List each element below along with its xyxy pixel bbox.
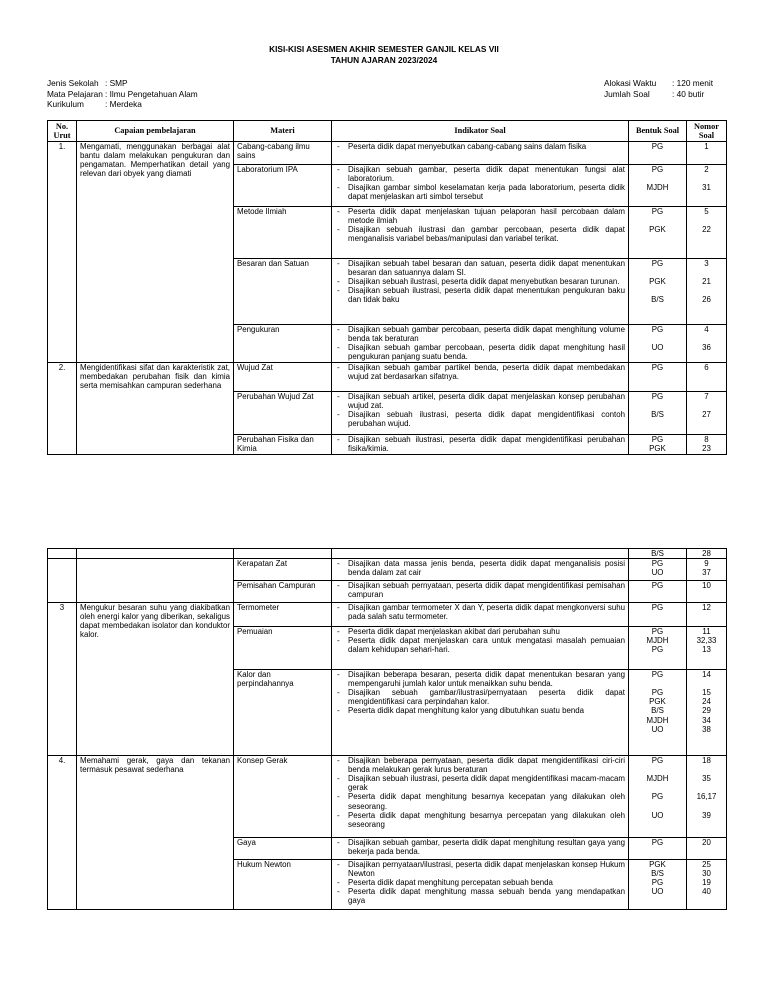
materi-cell: Cabang-cabang ilmu sains bbox=[234, 142, 332, 165]
indikator-cell bbox=[332, 325, 629, 363]
materi-cell: Besaran dan Satuan bbox=[234, 259, 332, 325]
indikator-cell bbox=[332, 860, 629, 910]
indikator-list bbox=[335, 207, 625, 243]
nomor-soal-value: 2 bbox=[704, 165, 709, 174]
indikator-list bbox=[335, 165, 625, 201]
indikator-cell bbox=[332, 559, 629, 581]
bentuk-soal-value: UO bbox=[651, 887, 664, 897]
bentuk-soal-cell bbox=[629, 603, 687, 627]
nomor-soal-cell bbox=[687, 756, 727, 838]
header-indikator: Indikator Soal bbox=[332, 121, 629, 142]
capaian-pembelajaran: Mengidentifikasi sifat dan karakteristik zat, membedakan perubahan fisik dan kimia serta memisahkan campuran sederhana bbox=[77, 363, 234, 455]
bentuk-soal-value: PG bbox=[651, 325, 664, 334]
bentuk-soal-value bbox=[632, 216, 683, 225]
indikator-item: - Disajikan sebuah artikel, peserta didik dapat menjelaskan konsep perubahan wujud zat. bbox=[335, 392, 625, 410]
bentuk-soal-value bbox=[632, 679, 683, 688]
materi-cell: Kerapatan Zat bbox=[234, 559, 332, 581]
bentuk-soal-cell bbox=[629, 392, 687, 435]
indikator-cell bbox=[332, 165, 629, 207]
capaian-pembelajaran bbox=[77, 559, 234, 603]
bentuk-soal-value: PG bbox=[651, 435, 664, 444]
nomor-soal-cell bbox=[687, 559, 727, 581]
indikator-item: - Disajikan data massa jenis benda, peserta didik dapat menganalisis posisi benda dalam zat cair bbox=[335, 559, 625, 577]
nomor-soal-value: 39 bbox=[702, 810, 711, 820]
meta-mata-pelajaran: Mata Pelajaran : Ilmu Pengetahuan Alam bbox=[47, 88, 198, 99]
bentuk-soal-value: PG bbox=[651, 688, 664, 698]
kisi-kisi-table-page-2 bbox=[47, 548, 727, 910]
nomor-soal-value: 14 bbox=[702, 670, 711, 680]
meta-left bbox=[47, 78, 198, 110]
nomor-soal-value: 21 bbox=[702, 277, 711, 287]
indikator-item: - Peserta didik dapat menjelaskan cara untuk mengatasi masalah pemuaian dalam kehidupan sehari-hari. bbox=[335, 636, 625, 654]
materi-cell: Perubahan Wujud Zat bbox=[234, 392, 332, 435]
indikator-item: - Disajikan sebuah gambar percobaan, peserta didik dapat menghitung hasil pengukuran panjang suatu benda. bbox=[335, 343, 625, 361]
bentuk-soal-cell bbox=[629, 435, 687, 455]
indikator-list bbox=[335, 581, 625, 599]
meta-jumlah-soal: Jumlah Soal : 40 butir bbox=[604, 88, 705, 99]
bentuk-soal-cell bbox=[629, 581, 687, 603]
header-nomor-soal: Nomor Soal bbox=[687, 121, 727, 142]
indikator-cell bbox=[332, 838, 629, 860]
bentuk-soal-value: PG bbox=[651, 670, 664, 680]
nomor-soal-value: 22 bbox=[702, 225, 711, 235]
indikator-item: - Peserta didik dapat menghitung besarnya kecepatan yang dilakukan oleh seseorang. bbox=[335, 792, 625, 810]
bentuk-soal-value: PG bbox=[651, 363, 664, 372]
nomor-soal-value: 30 bbox=[702, 869, 711, 879]
nomor-soal-cell bbox=[687, 627, 727, 670]
indikator-list bbox=[335, 363, 625, 381]
nomor-soal-cell: 28 bbox=[687, 549, 727, 559]
bentuk-soal-value: UO bbox=[651, 810, 664, 820]
bentuk-soal-value: PGK bbox=[649, 697, 666, 707]
indikator-list bbox=[335, 435, 625, 453]
row-number bbox=[48, 549, 77, 559]
indikator-list bbox=[335, 259, 625, 304]
materi-cell: Metode Ilmiah bbox=[234, 207, 332, 259]
table-row bbox=[48, 363, 727, 392]
bentuk-soal-value: PG bbox=[651, 392, 664, 401]
indikator-item: - Peserta didik dapat menghitung percepatan sebuah benda bbox=[335, 878, 625, 887]
nomor-soal-value: 4 bbox=[704, 325, 709, 334]
table-row bbox=[48, 142, 727, 165]
materi-cell: Perubahan Fisika dan Kimia bbox=[234, 435, 332, 455]
table-row bbox=[48, 756, 727, 838]
nomor-soal-value: 35 bbox=[702, 774, 711, 784]
nomor-soal-value bbox=[690, 268, 723, 277]
nomor-soal-value: 37 bbox=[702, 568, 711, 578]
bentuk-soal-cell bbox=[629, 142, 687, 165]
bentuk-soal-cell bbox=[629, 363, 687, 392]
nomor-soal-cell bbox=[687, 603, 727, 627]
bentuk-soal-value bbox=[632, 802, 683, 811]
nomor-soal-cell bbox=[687, 392, 727, 435]
bentuk-soal-value bbox=[632, 268, 683, 277]
nomor-soal-value: 19 bbox=[702, 878, 711, 888]
nomor-soal-value bbox=[690, 286, 723, 295]
nomor-soal-value: 38 bbox=[702, 724, 711, 734]
row-number: 4. bbox=[48, 756, 77, 910]
nomor-soal-value: 24 bbox=[702, 697, 711, 707]
indikator-item: - Disajikan sebuah gambar partikel benda, peserta didik dapat membedakan wujud zat berdasarkan sifatnya. bbox=[335, 363, 625, 381]
nomor-soal-value: 31 bbox=[702, 183, 711, 193]
meta-kurikulum: Kurikulum : Merdeka bbox=[47, 99, 142, 109]
nomor-soal-value: 36 bbox=[702, 343, 711, 353]
nomor-soal-value bbox=[690, 765, 723, 774]
bentuk-soal-value bbox=[632, 174, 683, 183]
bentuk-soal-cell bbox=[629, 325, 687, 363]
indikator-cell bbox=[332, 603, 629, 627]
nomor-soal-cell bbox=[687, 325, 727, 363]
indikator-list bbox=[335, 392, 625, 428]
indikator-cell bbox=[332, 581, 629, 603]
bentuk-soal-value: B/S bbox=[651, 706, 664, 716]
bentuk-soal-value: PG bbox=[651, 165, 664, 174]
indikator-item: - Disajikan pernyataan/ilustrasi, peserta didik dapat menjelaskan konsep Hukum Newton bbox=[335, 860, 625, 878]
indikator-item: - Disajikan sebuah ilustrasi, peserta didik dapat mengidentifikasi contoh perubahan wujud. bbox=[335, 410, 625, 428]
materi-cell: Pemuaian bbox=[234, 627, 332, 670]
nomor-soal-cell bbox=[687, 860, 727, 910]
document-subtitle: TAHUN AJARAN 2023/2024 bbox=[330, 55, 438, 65]
nomor-soal-cell bbox=[687, 581, 727, 603]
indikator-cell bbox=[332, 756, 629, 838]
bentuk-soal-cell: B/S bbox=[629, 549, 687, 559]
indikator-list bbox=[335, 603, 625, 621]
bentuk-soal-value bbox=[632, 334, 683, 343]
row-number: 3 bbox=[48, 603, 77, 756]
bentuk-soal-value: MJDH bbox=[646, 715, 669, 725]
indikator-cell bbox=[332, 259, 629, 325]
indikator-cell bbox=[332, 435, 629, 455]
nomor-soal-value: 23 bbox=[702, 444, 711, 454]
bentuk-soal-value: UO bbox=[651, 568, 664, 578]
nomor-soal-value: 18 bbox=[702, 756, 711, 766]
nomor-soal-value: 26 bbox=[702, 295, 711, 305]
nomor-soal-value: 10 bbox=[702, 581, 711, 591]
indikator-list bbox=[335, 627, 625, 654]
capaian-pembelajaran: Memahami gerak, gaya dan tekanan termasuk pesawat sederhana bbox=[77, 756, 234, 910]
indikator-cell bbox=[332, 670, 629, 756]
kisi-kisi-table-page-1 bbox=[47, 120, 727, 455]
nomor-soal-value: 7 bbox=[704, 392, 709, 401]
table-row bbox=[48, 603, 727, 627]
nomor-soal-value: 20 bbox=[702, 838, 711, 848]
materi-cell: Wujud Zat bbox=[234, 363, 332, 392]
indikator-item: - Peserta didik dapat menghitung kalor yang dibutuhkan suatu benda bbox=[335, 706, 625, 715]
bentuk-soal-cell bbox=[629, 860, 687, 910]
bentuk-soal-value: MJDH bbox=[646, 183, 669, 193]
nomor-soal-value: 6 bbox=[704, 363, 709, 372]
nomor-soal-value: 3 bbox=[704, 259, 709, 268]
bentuk-soal-value: B/S bbox=[651, 410, 664, 420]
header-capaian: Capaian pembelajaran bbox=[77, 121, 234, 142]
nomor-soal-cell bbox=[687, 670, 727, 756]
bentuk-soal-value: PG bbox=[651, 207, 664, 216]
capaian-pembelajaran bbox=[77, 549, 234, 559]
indikator-item: - Disajikan sebuah ilustrasi, peserta didik dapat menentukan pengukuran baku dan tidak baku bbox=[335, 286, 625, 304]
nomor-soal-value bbox=[690, 401, 723, 410]
materi-cell: Konsep Gerak bbox=[234, 756, 332, 838]
indikator-list bbox=[335, 670, 625, 715]
indikator-item: - Peserta didik dapat menjelaskan akibat dari perubahan suhu bbox=[335, 627, 625, 636]
bentuk-soal-value: PG bbox=[651, 878, 664, 888]
bentuk-soal-value: MJDH bbox=[646, 636, 669, 646]
nomor-soal-cell bbox=[687, 165, 727, 207]
meta-alokasi-waktu: Alokasi Waktu : 120 menit bbox=[604, 78, 714, 88]
indikator-item: - Disajikan sebuah ilustrasi, peserta didik dapat menyebutkan besaran turunan. bbox=[335, 277, 625, 286]
bentuk-soal-value: PG bbox=[651, 559, 664, 569]
bentuk-soal-value: PG bbox=[651, 756, 664, 766]
indikator-cell bbox=[332, 207, 629, 259]
indikator-list bbox=[335, 756, 625, 829]
materi-cell: Laboratorium IPA bbox=[234, 165, 332, 207]
document-title: KISI-KISI ASESMEN AKHIR SEMESTER GANJIL KELAS VII bbox=[269, 44, 499, 54]
indikator-item: - Disajikan gambar simbol keselamatan kerja pada laboratorium, peserta didik dapat menjelaskan arti simbol tersebut bbox=[335, 183, 625, 201]
bentuk-soal-cell bbox=[629, 838, 687, 860]
nomor-soal-value: 8 bbox=[704, 435, 709, 444]
bentuk-soal-value: PGK bbox=[649, 225, 666, 235]
bentuk-soal-cell bbox=[629, 670, 687, 756]
materi-cell: Termometer bbox=[234, 603, 332, 627]
indikator-list bbox=[335, 559, 625, 577]
nomor-soal-value: 25 bbox=[702, 860, 711, 870]
materi-cell: Hukum Newton bbox=[234, 860, 332, 910]
indikator-list bbox=[335, 860, 625, 905]
bentuk-soal-value bbox=[632, 783, 683, 792]
indikator-item: - Peserta didik dapat menyebutkan cabang-cabang sains dalam fisika bbox=[335, 142, 625, 151]
bentuk-soal-value: UO bbox=[651, 724, 664, 734]
meta-right bbox=[604, 78, 713, 99]
nomor-soal-cell bbox=[687, 207, 727, 259]
materi-cell bbox=[234, 549, 332, 559]
nomor-soal-value: 9 bbox=[704, 559, 709, 569]
bentuk-soal-value: PGK bbox=[649, 860, 666, 870]
nomor-soal-value bbox=[690, 334, 723, 343]
indikator-item: - Peserta didik dapat menjelaskan tujuan pelaporan hasil percobaan dalam metode ilmiah bbox=[335, 207, 625, 225]
indikator-item: - Peserta didik dapat menghitung massa sebuah benda yang mendapatkan gaya bbox=[335, 887, 625, 905]
nomor-soal-cell bbox=[687, 435, 727, 455]
bentuk-soal-value: PG bbox=[651, 142, 664, 151]
nomor-soal-value: 27 bbox=[702, 410, 711, 420]
indikator-item: - Disajikan gambar termometer X dan Y, peserta didik dapat mengkonversi suhu pada salah satu termometer. bbox=[335, 603, 625, 621]
capaian-pembelajaran: Mengukur besaran suhu yang diakibatkan oleh energi kalor yang diberikan, sekaligus dapat membedakan isolator dan konduktor kalor. bbox=[77, 603, 234, 756]
indikator-cell bbox=[332, 142, 629, 165]
bentuk-soal-value: PG bbox=[651, 259, 664, 268]
nomor-soal-value: 5 bbox=[704, 207, 709, 216]
indikator-item: - Disajikan sebuah tabel besaran dan satuan, peserta didik dapat menentukan besaran dan satuannya dalam SI. bbox=[335, 259, 625, 277]
nomor-soal-value bbox=[690, 802, 723, 811]
bentuk-soal-value: MJDH bbox=[646, 774, 669, 784]
indikator-cell bbox=[332, 627, 629, 670]
bentuk-soal-value: PGK bbox=[649, 444, 666, 454]
nomor-soal-value bbox=[690, 174, 723, 183]
bentuk-soal-value: PG bbox=[651, 581, 664, 591]
bentuk-soal-cell bbox=[629, 259, 687, 325]
nomor-soal-value: 40 bbox=[702, 887, 711, 897]
header-bentuk-soal: Bentuk Soal bbox=[629, 121, 687, 142]
nomor-soal-value: 32,33 bbox=[696, 636, 717, 646]
nomor-soal-value bbox=[690, 679, 723, 688]
indikator-cell bbox=[332, 549, 629, 559]
bentuk-soal-value bbox=[632, 765, 683, 774]
table-row bbox=[48, 559, 727, 581]
indikator-item: - Disajikan sebuah gambar/ilustrasi/pernyataan peserta didik dapat mengidentifikasi cara perpindahan kalor. bbox=[335, 688, 625, 706]
indikator-item: - Disajikan sebuah pernyataan, peserta didik dapat mengidentifikasi pemisahan campuran bbox=[335, 581, 625, 599]
row-number: 1. bbox=[48, 142, 77, 363]
indikator-cell bbox=[332, 392, 629, 435]
indikator-list bbox=[335, 325, 625, 361]
header-materi: Materi bbox=[234, 121, 332, 142]
bentuk-soal-cell bbox=[629, 207, 687, 259]
nomor-soal-cell bbox=[687, 142, 727, 165]
bentuk-soal-value: UO bbox=[651, 343, 664, 353]
indikator-list bbox=[335, 838, 625, 856]
indikator-cell bbox=[332, 363, 629, 392]
bentuk-soal-value: PG bbox=[651, 792, 664, 802]
indikator-item: - Disajikan beberapa pernyataan, peserta didik dapat mengidentifikasi ciri-ciri benda melakukan gerak lurus beraturan bbox=[335, 756, 625, 774]
nomor-soal-value: 16,17 bbox=[696, 792, 717, 802]
bentuk-soal-value bbox=[632, 286, 683, 295]
bentuk-soal-value: B/S bbox=[651, 869, 664, 879]
indikator-item: - Disajikan beberapa besaran, peserta didik dapat menentukan besaran yang mempengaruhi jumlah kalor untuk menaikkan suhu benda. bbox=[335, 670, 625, 688]
indikator-item: - Disajikan sebuah gambar, peserta didik dapat menghitung resultan gaya yang bekerja pada benda. bbox=[335, 838, 625, 856]
table-row-continuation bbox=[48, 549, 727, 559]
bentuk-soal-cell bbox=[629, 559, 687, 581]
bentuk-soal-value: B/S bbox=[651, 295, 664, 305]
nomor-soal-value: 34 bbox=[702, 715, 711, 725]
bentuk-soal-cell bbox=[629, 756, 687, 838]
indikator-item: - Disajikan sebuah ilustrasi, peserta didik dapat mengidentifikasi perubahan fisika/kimia. bbox=[335, 435, 625, 453]
nomor-soal-value: 29 bbox=[702, 706, 711, 716]
row-number bbox=[48, 559, 77, 603]
meta-jenis-sekolah: Jenis Sekolah : SMP bbox=[47, 78, 128, 88]
nomor-soal-value: 1 bbox=[704, 142, 709, 151]
indikator-item: - Disajikan sebuah gambar, peserta didik dapat menentukan fungsi alat laboratorium. bbox=[335, 165, 625, 183]
nomor-soal-cell bbox=[687, 259, 727, 325]
materi-cell: Kalor dan perpindahannya bbox=[234, 670, 332, 756]
row-number: 2. bbox=[48, 363, 77, 455]
nomor-soal-value: 13 bbox=[702, 645, 711, 655]
bentuk-soal-value bbox=[632, 401, 683, 410]
indikator-list bbox=[335, 142, 625, 151]
indikator-item: - Disajikan sebuah gambar percobaan, peserta didik dapat menghitung volume benda tak beraturan bbox=[335, 325, 625, 343]
materi-cell: Pengukuran bbox=[234, 325, 332, 363]
header-no-urut: No. Urut bbox=[48, 121, 77, 142]
capaian-pembelajaran: Mengamati, menggunakan berbagai alat bantu dalam melakukan pengukuran dan pengamatan. Memperhatikan detail yang relevan dari obyek yang diamati bbox=[77, 142, 234, 363]
indikator-item: - Disajikan sebuah ilustrasi, peserta didik dapat mengidentifikasi macam-macam gerak bbox=[335, 774, 625, 792]
bentuk-soal-value: PG bbox=[651, 627, 664, 637]
bentuk-soal-cell bbox=[629, 165, 687, 207]
nomor-soal-value: 15 bbox=[702, 688, 711, 698]
indikator-item: - Disajikan sebuah ilustrasi dan gambar percobaan, peserta didik dapat menganalisis variabel bebas/manipulasi dan variabel terikat. bbox=[335, 225, 625, 243]
materi-cell: Pemisahan Campuran bbox=[234, 581, 332, 603]
nomor-soal-cell bbox=[687, 838, 727, 860]
bentuk-soal-value: PGK bbox=[649, 277, 666, 287]
indikator-item: - Peserta didik dapat menghitung besarnya percepatan yang dilakukan oleh seseorang bbox=[335, 811, 625, 829]
bentuk-soal-cell bbox=[629, 627, 687, 670]
nomor-soal-value bbox=[690, 783, 723, 792]
nomor-soal-value: 11 bbox=[702, 627, 711, 637]
bentuk-soal-value: PG bbox=[651, 838, 664, 848]
nomor-soal-value: 12 bbox=[702, 603, 711, 613]
bentuk-soal-value: PG bbox=[651, 645, 664, 655]
bentuk-soal-value: PG bbox=[651, 603, 664, 613]
nomor-soal-cell bbox=[687, 363, 727, 392]
materi-cell: Gaya bbox=[234, 838, 332, 860]
nomor-soal-value bbox=[690, 216, 723, 225]
